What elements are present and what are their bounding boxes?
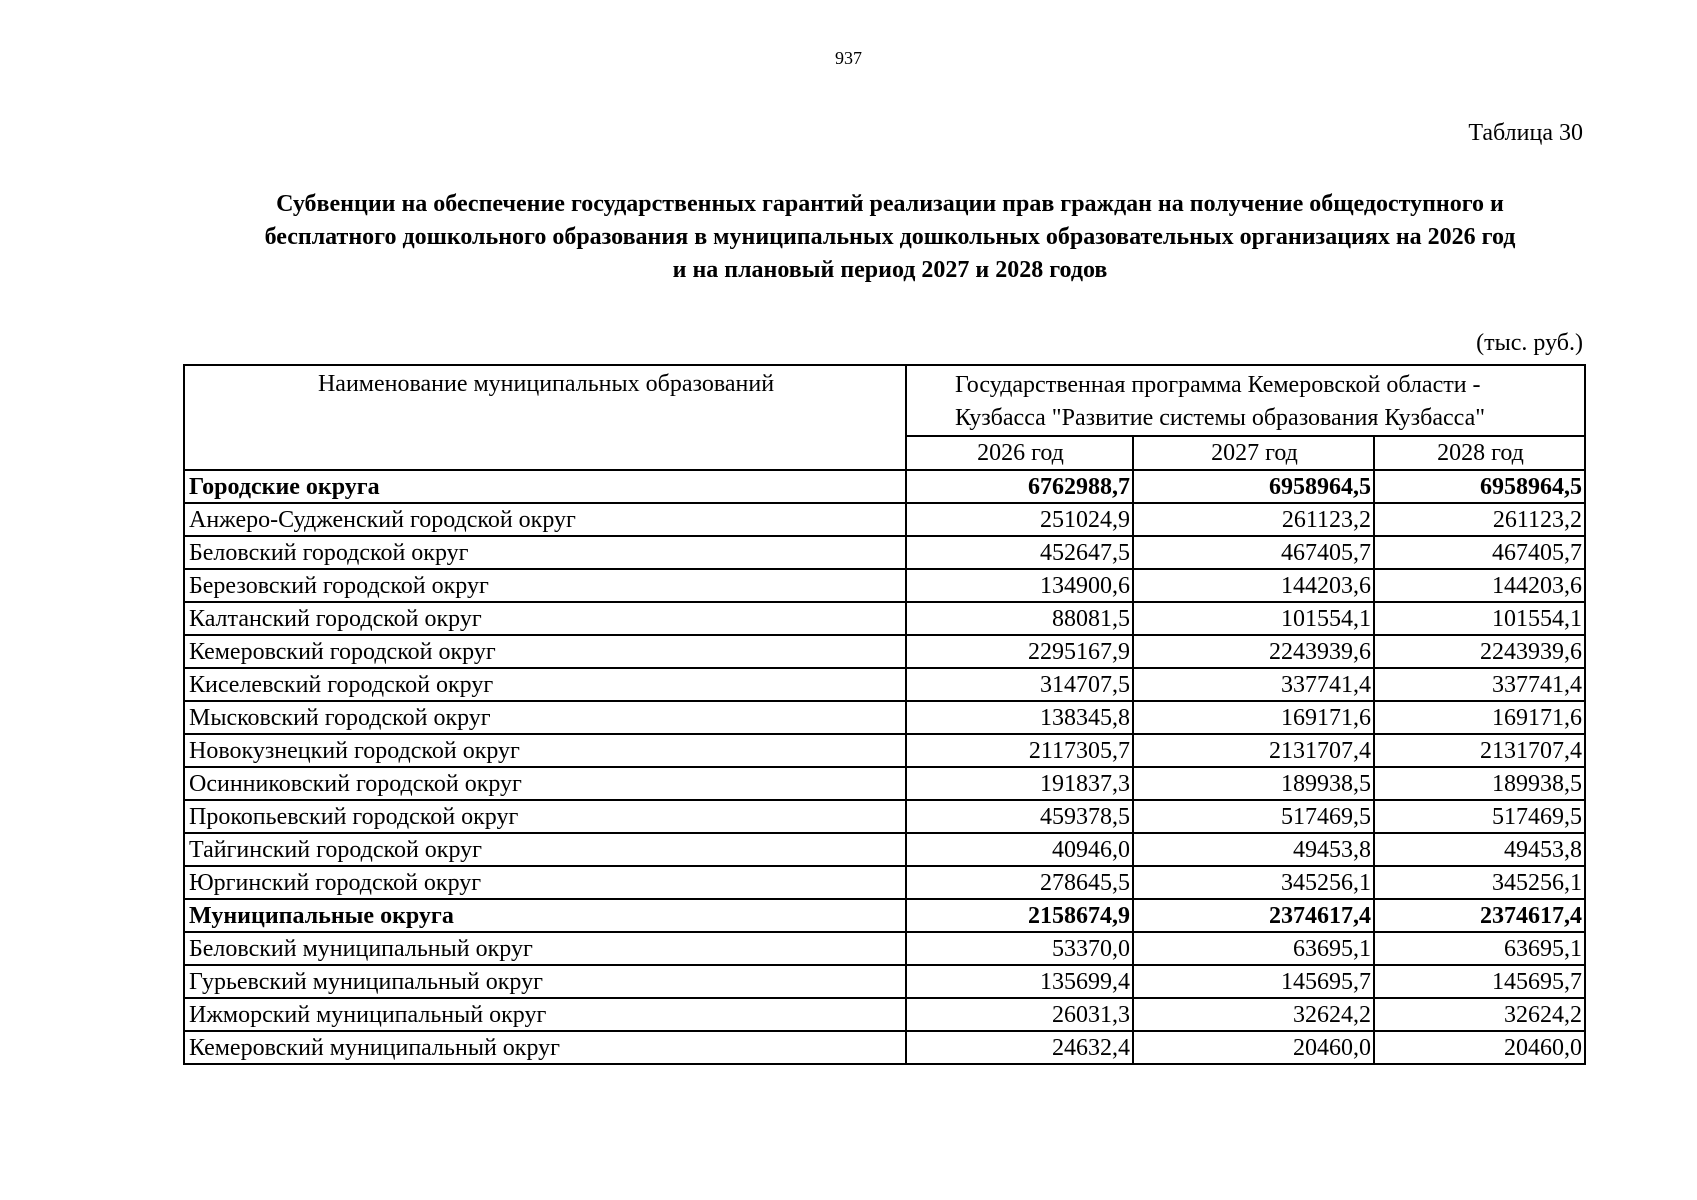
header-program [906,365,1585,436]
cell-value-2026: 452647,5 [906,536,1133,569]
cell-value-2027: 63695,1 [1133,932,1374,965]
cell-value-2026: 40946,0 [906,833,1133,866]
cell-value-2026: 26031,3 [906,998,1133,1031]
table-row [184,1031,1585,1064]
cell-value-2026: 134900,6 [906,569,1133,602]
cell-municipality-name: Кемеровский городской округ [184,635,906,668]
cell-value-2026: 24632,4 [906,1031,1133,1064]
cell-value-2027: 32624,2 [1133,998,1374,1031]
table-group-row [184,470,1585,503]
cell-value-2027: 20460,0 [1133,1031,1374,1064]
table-group-row [184,899,1585,932]
table-row [184,866,1585,899]
cell-value-2026: 6762988,7 [906,470,1133,503]
cell-value-2026: 314707,5 [906,668,1133,701]
cell-value-2028: 101554,1 [1374,602,1585,635]
cell-value-2027: 2243939,6 [1133,635,1374,668]
cell-municipality-name: Анжеро-Судженский городской округ [184,503,906,536]
cell-municipality-name: Березовский городской округ [184,569,906,602]
header-year-2027: 2027 год [1133,436,1374,470]
cell-value-2028: 467405,7 [1374,536,1585,569]
cell-value-2027: 169171,6 [1133,701,1374,734]
cell-value-2028: 2131707,4 [1374,734,1585,767]
table-row [184,503,1585,536]
table-row [184,734,1585,767]
cell-value-2027: 2374617,4 [1133,899,1374,932]
title-line: бесплатного дошкольного образования в муниципальных дошкольных образовательных организациях на 2026 год [264,224,1516,250]
cell-value-2026: 53370,0 [906,932,1133,965]
header-program-line: Кузбасса "Развитие системы образования Кузбасса" [955,405,1486,431]
table-row [184,998,1585,1031]
cell-value-2026: 138345,8 [906,701,1133,734]
cell-value-2028: 144203,6 [1374,569,1585,602]
cell-value-2028: 49453,8 [1374,833,1585,866]
cell-value-2027: 145695,7 [1133,965,1374,998]
cell-value-2027: 49453,8 [1133,833,1374,866]
cell-value-2027: 517469,5 [1133,800,1374,833]
title-line: и на плановый период 2027 и 2028 годов [672,257,1108,283]
cell-value-2028: 145695,7 [1374,965,1585,998]
cell-value-2027: 345256,1 [1133,866,1374,899]
header-year-2028: 2028 год [1374,436,1585,470]
cell-value-2026: 278645,5 [906,866,1133,899]
cell-value-2028: 20460,0 [1374,1031,1585,1064]
cell-municipality-name: Муниципальные округа [184,899,906,932]
subsidy-table [183,364,1586,1065]
cell-value-2026: 191837,3 [906,767,1133,800]
cell-municipality-name: Мысковский городской округ [184,701,906,734]
table-row [184,800,1585,833]
document-title [190,188,1590,287]
table-row [184,701,1585,734]
cell-value-2026: 251024,9 [906,503,1133,536]
cell-value-2028: 6958964,5 [1374,470,1585,503]
cell-value-2028: 63695,1 [1374,932,1585,965]
page-number: 937 [835,48,862,68]
cell-value-2028: 169171,6 [1374,701,1585,734]
table-row [184,536,1585,569]
cell-value-2027: 6958964,5 [1133,470,1374,503]
cell-municipality-name: Осинниковский городской округ [184,767,906,800]
table-row [184,635,1585,668]
cell-municipality-name: Кемеровский муниципальный округ [184,1031,906,1064]
cell-municipality-name: Калтанский городской округ [184,602,906,635]
cell-value-2027: 2131707,4 [1133,734,1374,767]
cell-municipality-name: Гурьевский муниципальный округ [184,965,906,998]
cell-municipality-name: Юргинский городской округ [184,866,906,899]
units-label: (тыс. руб.) [1476,330,1583,356]
cell-value-2027: 189938,5 [1133,767,1374,800]
cell-value-2028: 2243939,6 [1374,635,1585,668]
cell-municipality-name: Прокопьевский городской округ [184,800,906,833]
cell-value-2028: 189938,5 [1374,767,1585,800]
table-row [184,932,1585,965]
cell-value-2027: 144203,6 [1133,569,1374,602]
cell-value-2028: 32624,2 [1374,998,1585,1031]
cell-municipality-name: Городские округа [184,470,906,503]
cell-value-2026: 2295167,9 [906,635,1133,668]
table-body [184,470,1585,1064]
cell-value-2027: 337741,4 [1133,668,1374,701]
table-row [184,569,1585,602]
cell-municipality-name: Киселевский городской округ [184,668,906,701]
cell-value-2028: 261123,2 [1374,503,1585,536]
cell-municipality-name: Беловский городской округ [184,536,906,569]
header-program-line: Государственная программа Кемеровской области - [955,372,1481,398]
header-year-2026: 2026 год [906,436,1133,470]
cell-value-2026: 88081,5 [906,602,1133,635]
cell-municipality-name: Тайгинский городской округ [184,833,906,866]
table-row [184,833,1585,866]
cell-value-2028: 345256,1 [1374,866,1585,899]
cell-value-2028: 337741,4 [1374,668,1585,701]
table-row [184,767,1585,800]
table-row [184,602,1585,635]
cell-value-2028: 2374617,4 [1374,899,1585,932]
cell-value-2027: 261123,2 [1133,503,1374,536]
cell-value-2028: 517469,5 [1374,800,1585,833]
cell-value-2027: 467405,7 [1133,536,1374,569]
title-line: Субвенции на обеспечение государственных гарантий реализации прав граждан на получение общедоступного и [276,191,1504,217]
cell-value-2026: 135699,4 [906,965,1133,998]
cell-value-2026: 2117305,7 [906,734,1133,767]
cell-municipality-name: Ижморский муниципальный округ [184,998,906,1031]
cell-value-2026: 459378,5 [906,800,1133,833]
table-row [184,668,1585,701]
cell-value-2027: 101554,1 [1133,602,1374,635]
table-label: Таблица 30 [1468,120,1583,146]
cell-municipality-name: Беловский муниципальный округ [184,932,906,965]
cell-municipality-name: Новокузнецкий городской округ [184,734,906,767]
table-row [184,965,1585,998]
cell-value-2026: 2158674,9 [906,899,1133,932]
header-municipality-name: Наименование муниципальных образований [184,365,906,470]
